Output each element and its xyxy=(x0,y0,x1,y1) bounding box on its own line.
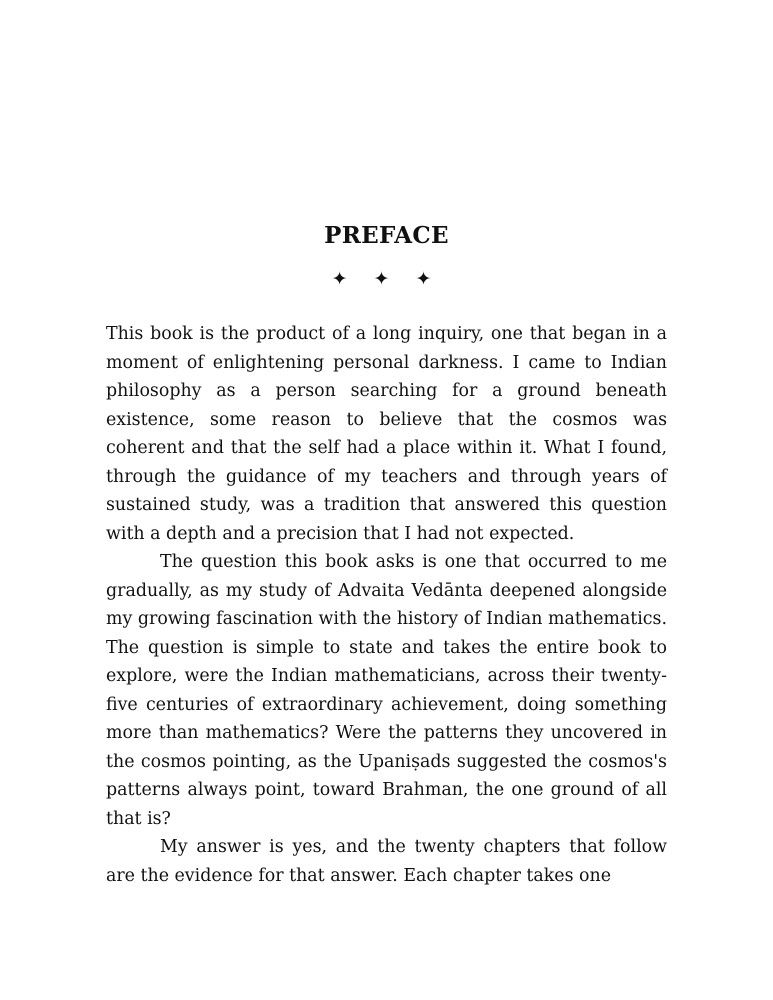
paragraph-3: My answer is yes, and the twenty chapters that follow are the evidence for that answer. Each chapter takes one xyxy=(106,837,667,886)
paragraph-1: This book is the product of a long inquiry, one that began in a moment of enlightening personal darkness. I came to Indian philosophy as a person searching for a ground beneath existence, some reason to believe that the cosmos was coherent and that the self had a place within it. What I found, through the guidance of my teachers and through years of sustained study, was a tradition that answered this question with a depth and a precision that I had not expected. xyxy=(106,324,667,544)
ornament-divider: ✦ ✦ ✦ xyxy=(331,268,442,290)
page-title: PREFACE xyxy=(324,222,449,249)
paragraph-2: The question this book asks is one that occurred to me gradually, as my study of Advaita Vedānta deepened alongside my growing fascination with the history of Indian mathematics. The question is simple to state and takes the entire book to explore, were the Indian mathematicians, across their twenty-five centuries of extraordinary achievement, doing something more than mathematics? Were the patterns they uncovered in the cosmos pointing, as the Upaniṣads suggested the cosmos's patterns always point, toward Brahman, the one ground of all that is? xyxy=(106,552,667,829)
preface-body xyxy=(106,320,667,890)
